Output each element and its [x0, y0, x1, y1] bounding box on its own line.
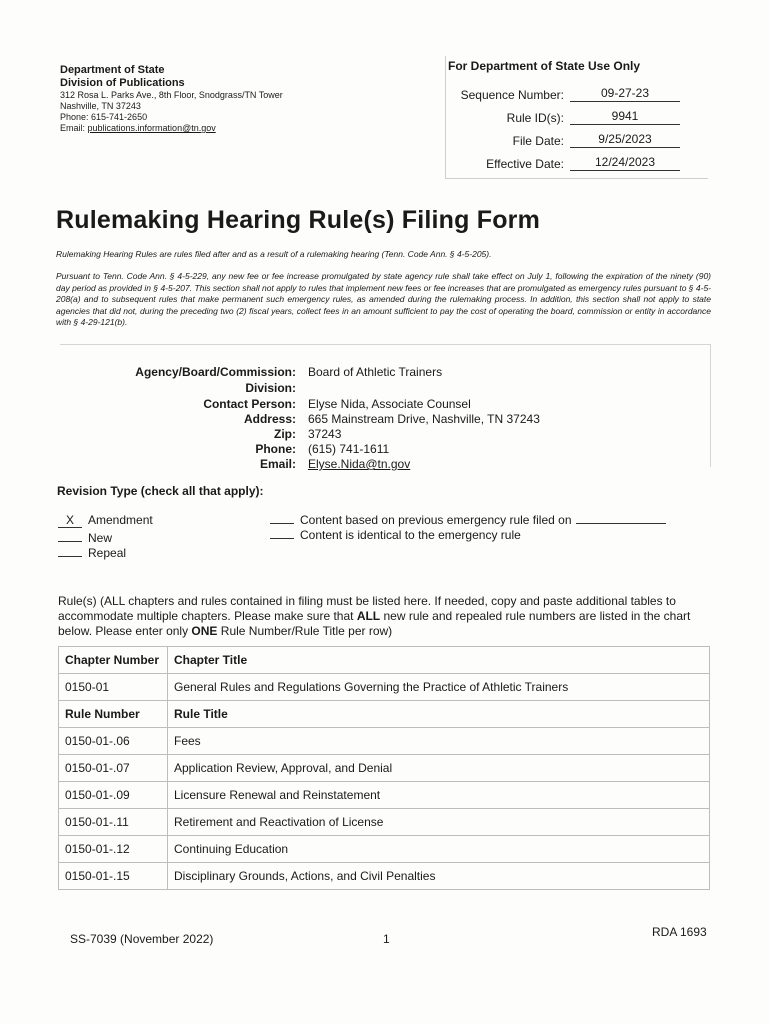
- rule-number: 0150-01-.11: [59, 809, 168, 836]
- page-number: 1: [383, 932, 390, 946]
- contact-person-label: Contact Person:: [203, 397, 296, 411]
- emergency-identical-checkbox[interactable]: [270, 525, 294, 539]
- amendment-label: Amendment: [88, 513, 153, 527]
- revision-type-title: Revision Type (check all that apply):: [57, 484, 264, 498]
- address-row: [60, 412, 710, 428]
- effective-date-row: [450, 155, 690, 173]
- chapter-title: General Rules and Regulations Governing the Practice of Athletic Trainers: [168, 674, 710, 701]
- table-row: [59, 809, 710, 836]
- department-city: Nashville, TN 37243: [60, 101, 141, 111]
- contact-person-row: [60, 397, 710, 413]
- rule-id-label: Rule ID(s):: [506, 111, 564, 125]
- phone-row: [60, 442, 710, 458]
- rule-title: Application Review, Approval, and Denial: [168, 755, 710, 782]
- table-row: [59, 836, 710, 863]
- contact-person-value: Elyse Nida, Associate Counsel: [308, 397, 471, 411]
- department-phone: Phone: 615-741-2650: [60, 112, 148, 122]
- zip-row: [60, 427, 710, 443]
- table-row: [59, 755, 710, 782]
- rule-number: 0150-01-.15: [59, 863, 168, 890]
- department-address: 312 Rosa L. Parks Ave., 8th Floor, Snodgrass/TN Tower: [60, 90, 283, 100]
- rule-number: 0150-01-.09: [59, 782, 168, 809]
- division-label: Division:: [245, 381, 296, 395]
- department-email-line: [60, 123, 283, 134]
- agency-info-table: [60, 344, 711, 471]
- form-title: Rulemaking Hearing Rule(s) Filing Form: [56, 206, 541, 234]
- rules-table: [58, 646, 710, 890]
- amendment-checkbox[interactable]: X: [58, 514, 82, 528]
- zip-label: Zip:: [274, 427, 296, 441]
- revision-repeal[interactable]: [58, 543, 127, 560]
- file-date-row: [450, 132, 690, 150]
- chapter-number: 0150-01: [59, 674, 168, 701]
- rules-note-part-1: Rule(s) (ALL chapters and rules contained in filing must be listed here. If needed, copy and paste additional tables to accommodate multiple chapters. Please make sure that: [58, 594, 676, 623]
- chapter-row: [59, 674, 710, 701]
- chapter-number-header: Chapter Number: [59, 647, 168, 674]
- repeal-label: Repeal: [88, 546, 127, 560]
- rule-title: Disciplinary Grounds, Actions, and Civil Penalties: [168, 863, 710, 890]
- pursuant-paragraph: Pursuant to Tenn. Code Ann. § 4-5-229, any new fee or fee increase promulgated by state agency rule shall take effect on July 1, following the expiration of the ninety (90) day period as provided in § 4-5-207. This section shall not apply to rules that implement new fees or fee increases that are promulgated as emergency rules pursuant to § 4-5-208(a) and to subsequent rules that make permanent such emergency rules, as amended during the rulemaking process. In addition, this section shall not apply to state agencies that did not, during the preceding two (2) fiscal years, collect fees in an amount sufficient to pay the cost of operating the board, commission or entity in accordance with § 4-29-121(b).: [56, 271, 711, 327]
- form-id: SS-7039 (November 2022): [70, 932, 214, 946]
- chapter-title-header: Chapter Title: [168, 647, 710, 674]
- rules-note-all: ALL: [356, 609, 381, 623]
- division-row: [60, 381, 710, 397]
- effective-date-label: Effective Date:: [486, 157, 564, 171]
- rules-note-part-3: Rule Number/Rule Title per row): [217, 624, 393, 638]
- rule-title: Licensure Renewal and Reinstatement: [168, 782, 710, 809]
- new-label: New: [88, 531, 113, 545]
- sequence-number-row: [450, 86, 690, 104]
- division-name: Division of Publications: [60, 77, 185, 89]
- agency-label: Agency/Board/Commission:: [135, 365, 296, 379]
- emergency-based-checkbox[interactable]: [270, 510, 294, 524]
- table-row: [59, 728, 710, 755]
- department-email-label: Email:: [60, 123, 88, 133]
- email-row: [60, 457, 710, 473]
- department-info: [60, 64, 283, 134]
- revision-emergency-based[interactable]: [270, 510, 666, 527]
- agency-value: Board of Athletic Trainers: [308, 365, 443, 379]
- rules-note-one: ONE: [191, 624, 218, 638]
- rule-header-row: [59, 701, 710, 728]
- table-row: [59, 782, 710, 809]
- effective-date-value: 12/24/2023: [570, 155, 680, 171]
- phone-value: (615) 741-1611: [308, 442, 390, 456]
- zip-value: 37243: [308, 427, 342, 441]
- rules-note-part-2: new rule and repealed rule numbers are listed in the chart below. Please enter only: [58, 609, 691, 638]
- sequence-number-label: Sequence Number:: [460, 88, 564, 102]
- revision-emergency-identical[interactable]: [270, 525, 521, 542]
- rule-number-header: Rule Number: [59, 701, 168, 728]
- form-subtitle: Rulemaking Hearing Rules are rules filed after and as a result of a rulemaking hearing (Tenn. Code Ann. § 4-5-205).: [56, 249, 492, 259]
- revision-new[interactable]: [58, 528, 113, 545]
- rule-id-row: [450, 109, 690, 127]
- agency-row: [60, 365, 710, 381]
- rule-title: Continuing Education: [168, 836, 710, 863]
- repeal-checkbox[interactable]: [58, 543, 82, 557]
- file-date-label: File Date:: [512, 134, 564, 148]
- email-link[interactable]: Elyse.Nida@tn.gov: [308, 457, 411, 471]
- sequence-number-value: 09-27-23: [570, 86, 680, 102]
- phone-label: Phone:: [255, 442, 296, 456]
- rules-instructions: [58, 594, 713, 639]
- rule-id-value: 9941: [570, 109, 680, 125]
- emergency-based-label: Content based on previous emergency rule filed on: [300, 513, 572, 527]
- rda-number: RDA 1693: [652, 925, 707, 939]
- revision-amendment[interactable]: [58, 513, 153, 527]
- rule-number: 0150-01-.12: [59, 836, 168, 863]
- new-checkbox[interactable]: [58, 528, 82, 542]
- table-row: [59, 863, 710, 890]
- emergency-date-field[interactable]: [576, 511, 666, 524]
- chapter-header-row: [59, 647, 710, 674]
- address-value: 665 Mainstream Drive, Nashville, TN 37243: [308, 412, 540, 426]
- file-date-value: 9/25/2023: [570, 132, 680, 148]
- department-name: Department of State: [60, 64, 165, 76]
- rule-title: Retirement and Reactivation of License: [168, 809, 710, 836]
- state-use-title: For Department of State Use Only: [448, 59, 641, 73]
- rule-number: 0150-01-.07: [59, 755, 168, 782]
- emergency-identical-label: Content is identical to the emergency rule: [300, 528, 521, 542]
- email-label: Email:: [259, 457, 296, 471]
- department-email-link[interactable]: publications.information@tn.gov: [87, 123, 216, 133]
- rule-title-header: Rule Title: [168, 701, 710, 728]
- address-label: Address:: [243, 412, 296, 426]
- rule-number: 0150-01-.06: [59, 728, 168, 755]
- rule-title: Fees: [168, 728, 710, 755]
